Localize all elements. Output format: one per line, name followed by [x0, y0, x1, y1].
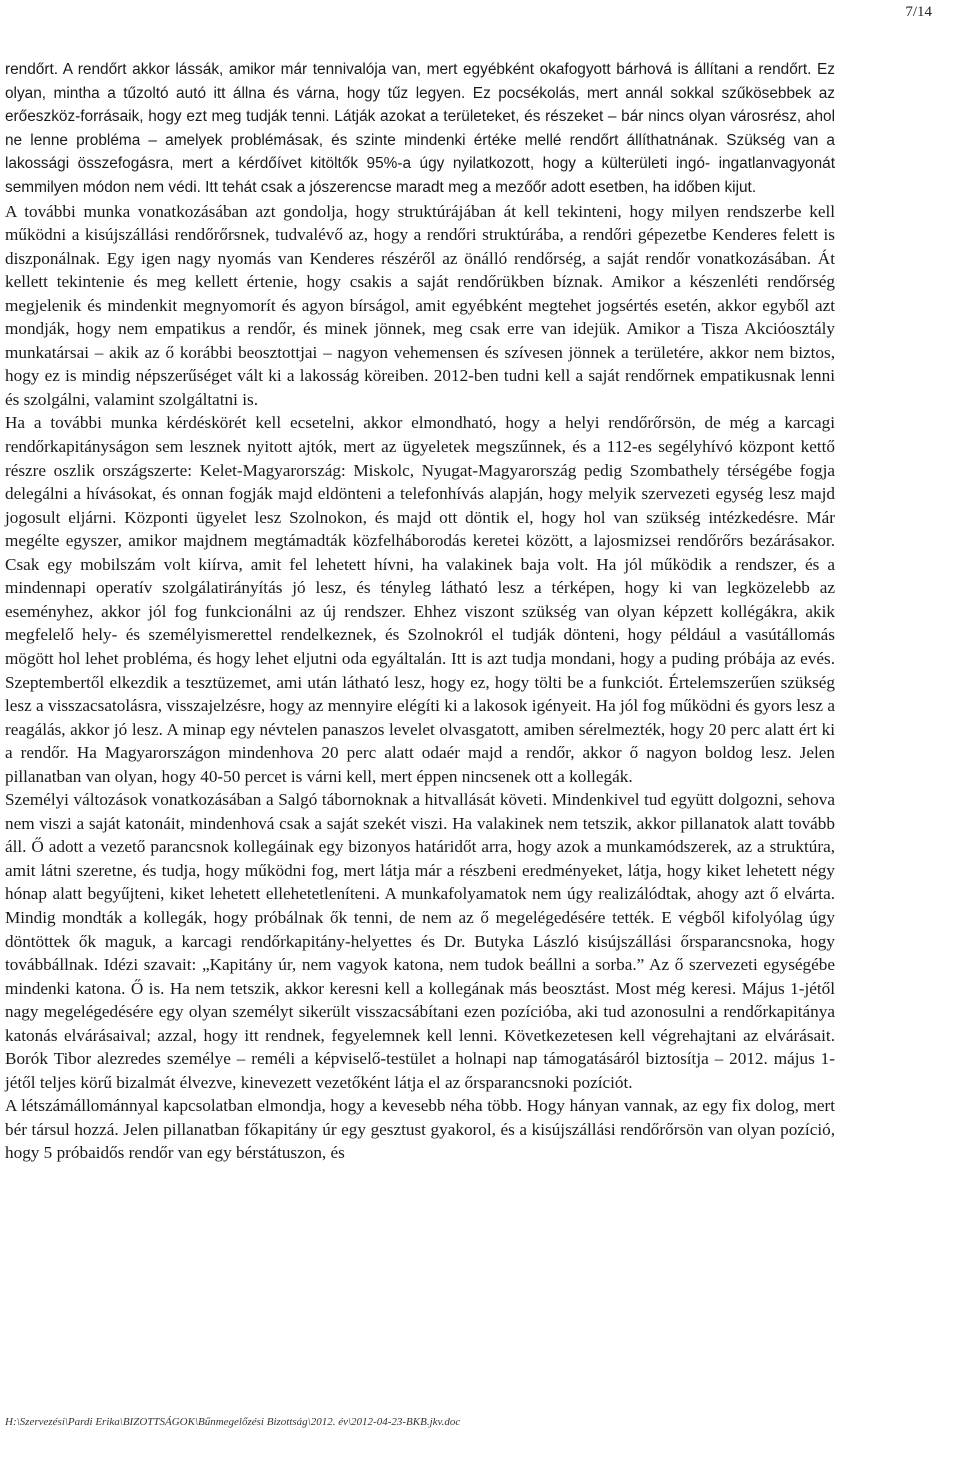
paragraph-3: Ha a további munka kérdéskörét kell ecsetelni, akkor elmondható, hogy a helyi rendőrőrsön, de még a karcagi rendőrkapitányságon sem lesznek nyitott ajtók, mert az ügyeletek megszűnnek, és a 112-es segélyhívó központ kettő részre oszlik országszerte: Kelet-Magyarország: Miskolc, Nyugat-Magyarország pedig Szombathely térségébe fogja delegálni a hívásokat, és onnan fogják majd eldönteni a telefonhívás alapján, hogy melyik szervezeti egység lesz majd jogosult eljárni. Központi ügyelet lesz Szolnokon, és majd ott döntik el, hogy hol van szükség intézkedésre. Már megélte egyszer, amikor majdnem megtámadták közfelháborodás keretei között, a lajosmizsei rendőrőrs bezárásakor. Csak egy mobilszám volt kiírva, amit fel lehetett hívni, ha valakinek baja volt. Ha jól működik a rendszer, és a mindennapi operatív szolgálatirányítás jó lesz, és tényleg látható lesz a térképen, hogy ki van legközelebb az eseményhez, akkor jól fog funkcionálni az új rendszer. Ehhez viszont szükség van olyan képzett kollégákra, akik megfelelő hely- és személyismerettel rendelkeznek, és Szolnokról el tudják dönteni, hogy például a vasútállomás mögött hol lehet probléma, és hogy lehet eljutni oda egyáltalán. Itt is azt tudja mondani, hogy a puding próbája az evés. Szeptembertől elkezdik a tesztüzemet, ami után látható lesz, hogy ez, hogy tölti be a funkciót. Értelemszerűen szükség lesz a visszacsatolásra, visszajelzésre, hogy az mennyire elégíti ki a lakosok igényeit. Ha jól fog működni és gyors lesz a reagálás, akkor jó lesz. A minap egy névtelen panaszos levelet olvasgatott, amiben sérelmezték, hogy 20 perc alatt ért ki a rendőr. Ha Magyarországon mindenhova 20 perc alatt odaér majd a rendőr, akkor ő nagyon boldog lesz. Jelen pillanatban van olyan, hogy 40-50 percet is várni kell, mert éppen nincsenek ott a kollegák. — [5, 413, 835, 786]
document-body — [5, 58, 835, 1165]
paragraph-5: A létszámállománnyal kapcsolatban elmondja, hogy a kevesebb néha több. Hogy hányan vannak, az egy fix dolog, mert bér társul hozzá. Jelen pillanatban főkapitány úr egy gesztust gyakorol, és a kisújszállási rendőrőrsön van olyan pozíció, hogy 5 próbaidős rendőr van egy bérstátuszon, és — [5, 1096, 835, 1163]
footer-file-path: H:\Szervezési\Pardi Erika\BIZOTTSÁGOK\Bűnmegelőzési Bizottság\2012. év\2012-04-23-BKB.jkv.doc — [5, 1416, 461, 1428]
page-number: 7/14 — [905, 4, 932, 20]
paragraph-1: rendőrt. A rendőrt akkor lássák, amikor már tennivalója van, mert egyébként okafogyott bárhová is állítani a rendőrt. Ez olyan, mintha a tűzoltó autó itt állna és várna, hogy tűz legyen. Ez pocsékolás, mert annál sokkal szűkösebbek az erőeszköz-forrásaik, hogy ezt meg tudják tenni. Látják azokat a területeket, és részeket – bár nincs olyan városrész, ahol ne lenne probléma – amelyek problémásak, és szinte mindenki értéke mellé rendőrt állíthatnának. Szükség van a lakossági összefogásra, mert a kérdőívet kitöltők 95%-a úgy nyilatkozott, hogy a külterületi ingó- ingatlanvagyonát semmilyen módon nem védi. Itt tehát csak a jószerencse maradt meg a mezőőr adott esetben, ha időben kijut. — [5, 61, 835, 196]
paragraph-2: A további munka vonatkozásában azt gondolja, hogy struktúrájában át kell tekinteni, hogy milyen rendszerbe kell működni a kisújszállási rendőrőrsnek, tudvalévő az, hogy a rendőri struktúrába, a rendőri gépezetbe Kenderes felett is diszponálnak. Egy igen nagy nyomás van Kenderes részéről az önálló rendőrség, a saját rendőr vonatkozásában. Át kellett tekintenie és meg kellett értenie, hogy csakis a saját rendőrükben bíznak. Amikor a készenléti rendőrség megjelenik és mindenkit megnyomorít és agyon bírságol, amit egyébként megtehet jogsértés esetén, akkor egyből azt mondják, hogy nem empatikus a rendőr, és minek jönnek, meg csak erre van idejük. Amikor a Tisza Akcióosztály munkatársai – akik az ő korábbi beosztottjai – nagyon vehemensen és szívesen jönnek a területére, akkor nem biztos, hogy ez is mindig népszerűséget vált ki a lakosság köreiben. 2012-ben tudni kell a saját rendőrnek empatikusnak lenni és szolgálni, valamint szolgáltatni is. — [5, 201, 835, 409]
paragraph-4: Személyi változások vonatkozásában a Salgó tábornoknak a hitvallását követi. Mindenkivel tud együtt dolgozni, sehova nem viszi a saját katonáit, mindenhová csak a saját szekét viszi. Ha valakinek nem tetszik, akkor pillanatok alatt tovább áll. Ő adott a vezető parancsnok kollegáinak egy bizonyos határidőt arra, hogy azok a munkamódszerek, az a struktúra, amit látni szeretne, és tudja, hogy működni fog, mert látja már a részbeni eredményeket, látja, hogy kiket lehetett négy hónap alatt begyűjteni, kiket lehetett ellehetetleníteni. A munkafolyamatok nem úgy realizálódtak, ahogy azt ő elvárta. Mindig mondták a kollegák, hogy próbálnak ők tenni, de nem az ő megelégedésére tették. E végből kifolyólag úgy döntöttek ők maguk, a karcagi rendőrkapitány-helyettes és Dr. Butyka László kisújszállási őrsparancsnoka, hogy továbbállnak. Idézi szavait: „Kapitány úr, nem vagyok katona, nem tudok beállni a sorba.” Az ő szervezeti egységébe mindenki katona. Ő is. Ha nem tetszik, akkor keresni kell a kollegának más beosztást. Most még keresi. Május 1-jétől nagy megelégedésére egy olyan személyt sikerült visszacsábítani ezen pozícióba, aki tud azonosulni a rendőrkapitánya katonás elvárásaival; azzal, hogy itt rendnek, fegyelemnek kell lenni. Következetesen kell végrehajtani az elvárásait. Borók Tibor alezredes személye – reméli a képviselő-testület a holnapi nap támogatásáról biztosítja – 2012. május 1-jétől teljes körű bizalmát élvezve, kinevezett vezetőként látja el az őrsparancsnoki pozíciót. — [5, 790, 835, 1092]
